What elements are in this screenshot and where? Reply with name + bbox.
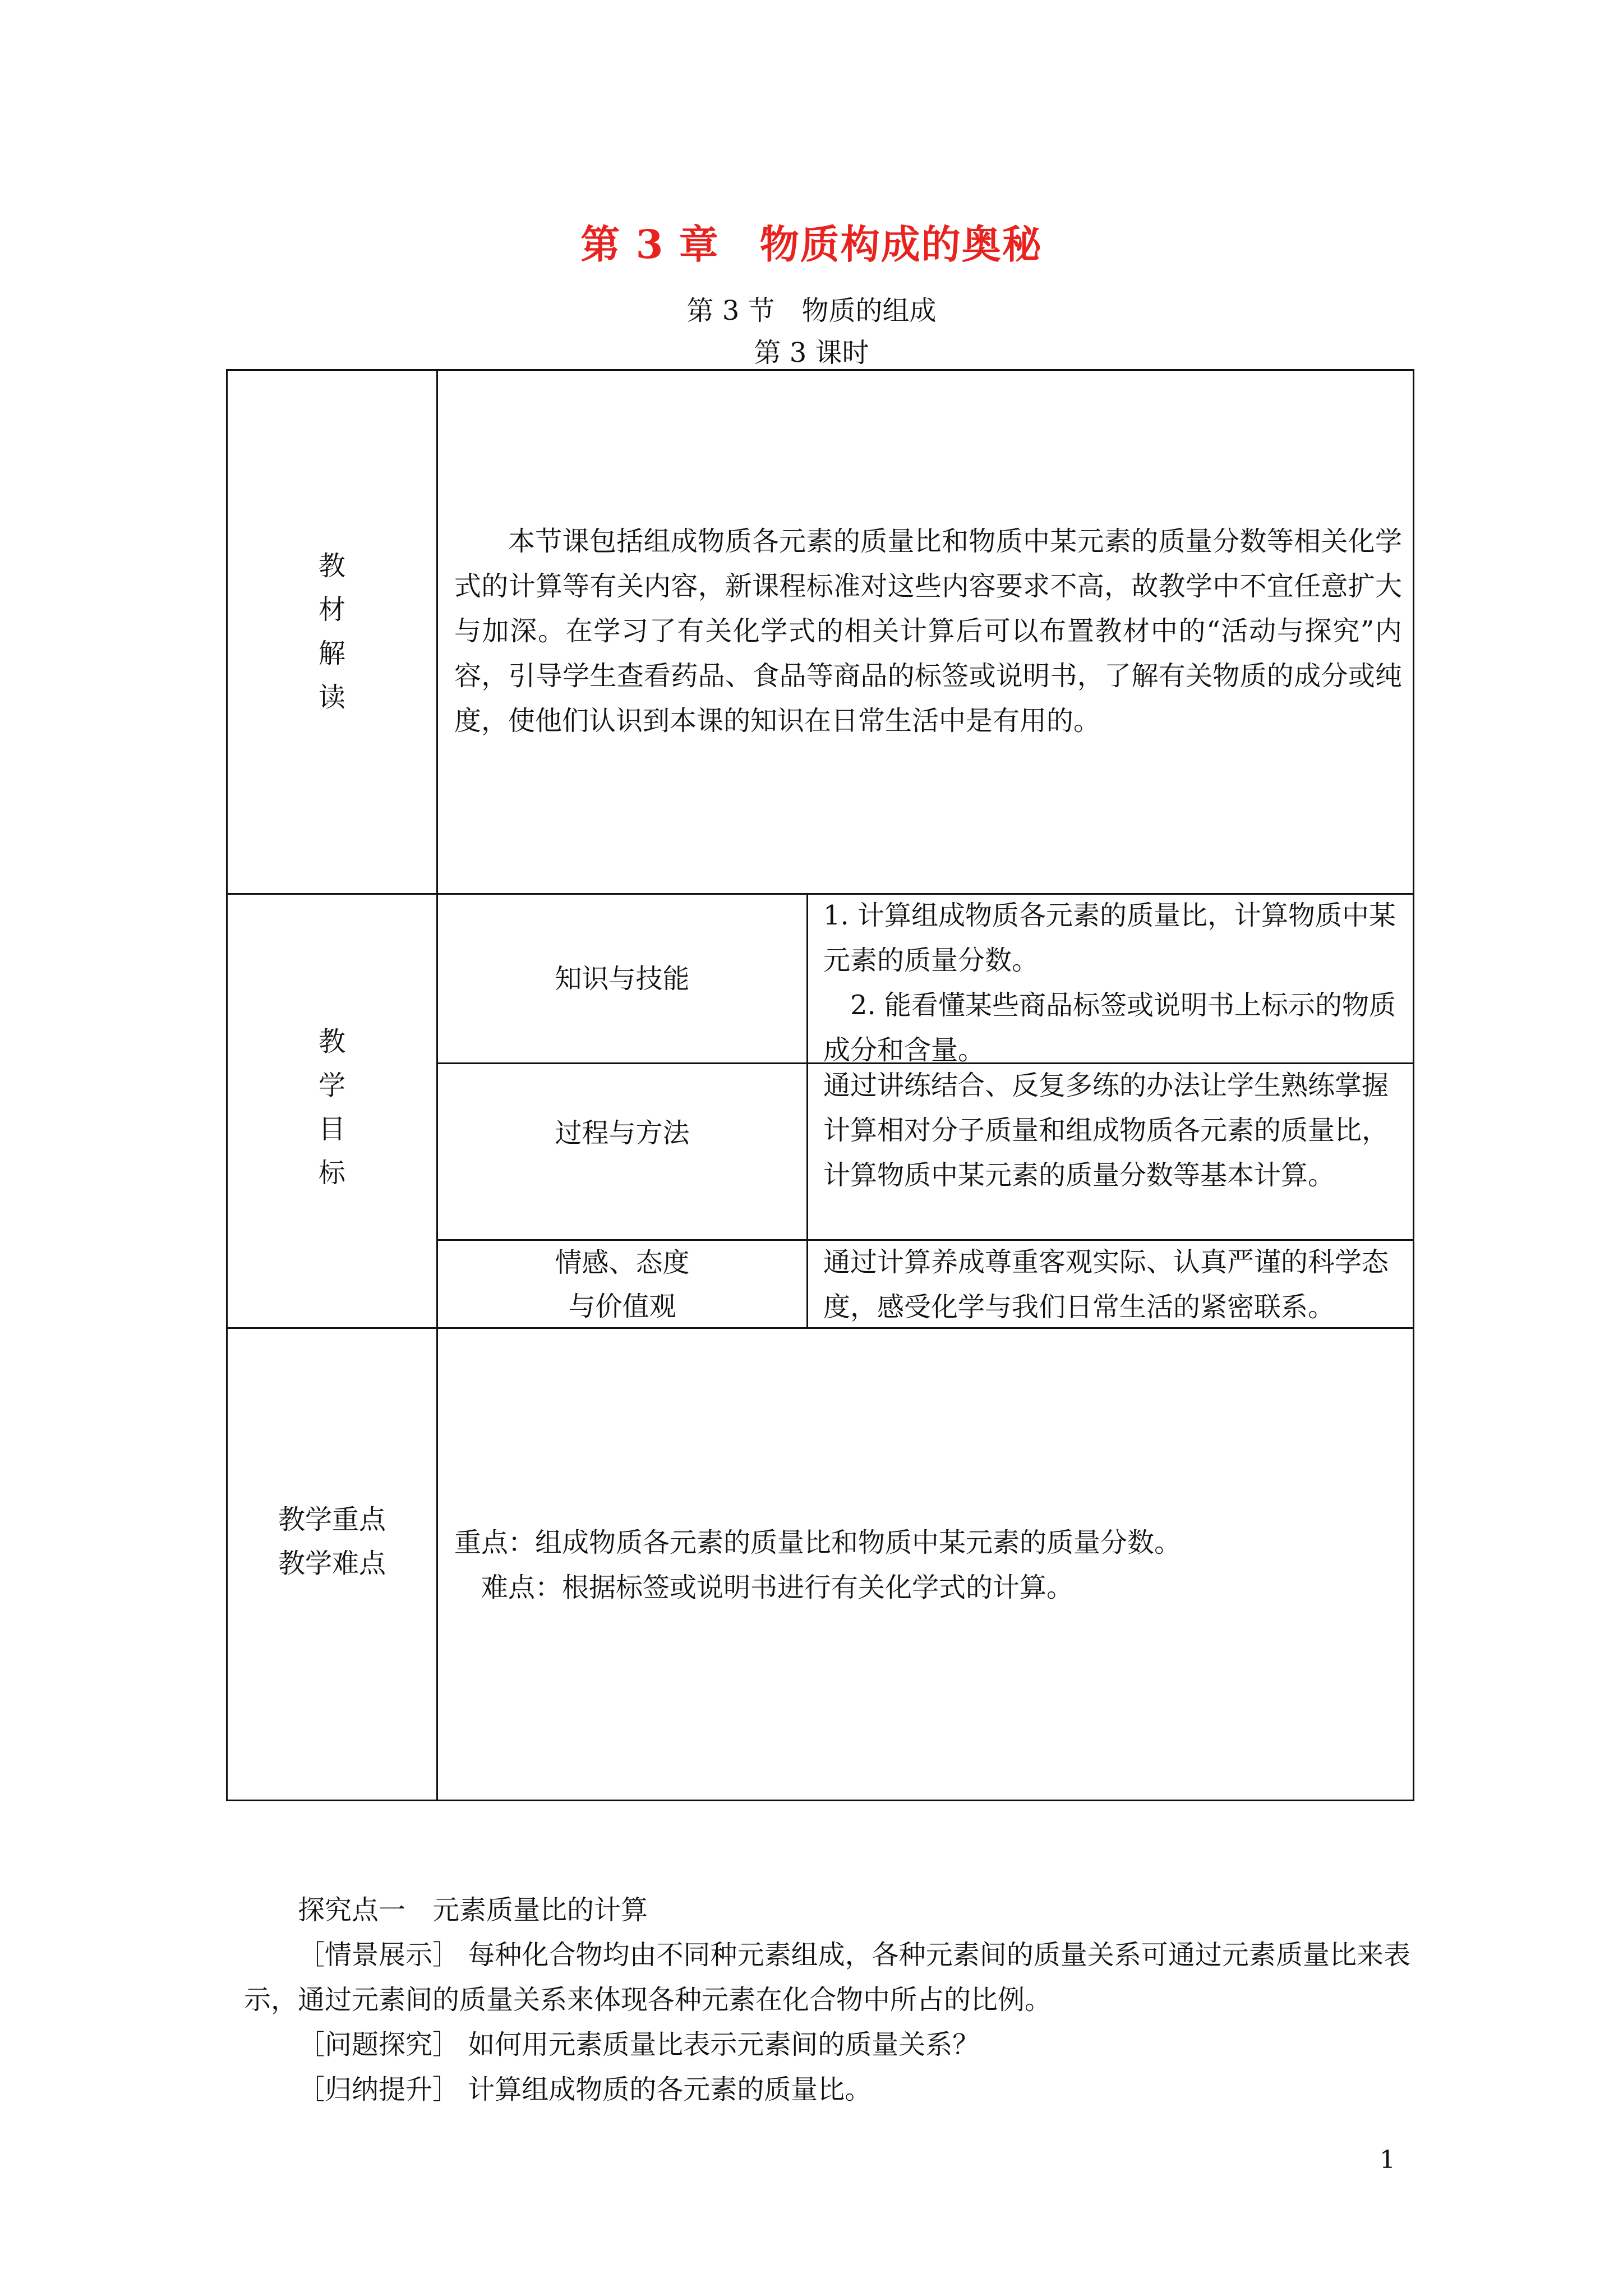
process-label: 过程与方法: [555, 1117, 690, 1149]
explore-heading: 探究点一 元素质量比的计算: [298, 1894, 648, 1926]
knowledge-line-2: 2. 能看懂某些商品标签或说明书上标示的物质成分和含量。: [823, 990, 1396, 1066]
knowledge-label: 知识与技能: [555, 963, 690, 995]
lesson-label: 第 3 课时: [754, 337, 869, 369]
summary-paragraph: ［归纳提升］ 计算组成物质的各元素的质量比。: [298, 2074, 872, 2105]
material-label: 教 材 解 读: [318, 550, 345, 713]
question-paragraph: ［问题探究］ 如何用元素质量比表示元素间的质量关系？: [298, 2029, 980, 2060]
scene-paragraph: ［情景展示］ 每种化合物均由不同种元素组成，各种元素间的质量关系可通过元素质量比来表示，通过元素间的质量关系来体现各种元素在化合物中所占的比例。: [244, 1939, 1410, 2016]
process-text: 通过讲练结合、反复多练的办法让学生熟练掌握计算相对分子质量和组成物质各元素的质量比，计算物质中某元素的质量分数等基本计算。: [823, 1070, 1389, 1191]
objectives-label: 教 学 目 标: [318, 1026, 345, 1189]
key-point: 重点：组成物质各元素的质量比和物质中某元素的质量分数。: [454, 1527, 1182, 1558]
key-points-text: [454, 1520, 1402, 1610]
section-title: 第 3 节 物质的组成: [686, 295, 937, 326]
knowledge-line-1: 1. 计算组成物质各元素的质量比，计算物质中某元素的质量分数。: [823, 900, 1396, 976]
emotion-text: 通过计算养成尊重客观实际、认真严谨的科学态度，感受化学与我们日常生活的紧密联系。: [823, 1246, 1389, 1323]
knowledge-text: [823, 893, 1401, 1073]
table-divider: [806, 893, 808, 1328]
key-points-label: 教学重点 教学难点: [278, 1504, 386, 1579]
material-text: 本节课包括组成物质各元素的质量比和物质中某元素的质量分数等相关化学式的计算等有关内容，新课程标准对这些内容要求不高，故教学中不宜任意扩大与加深。在学习了有关化学式的相关计算后可以布置教材中的“活动与探究”内容，引导学生查看药品、食品等商品的标签或说明书，了解有关物质的成分或纯度，使他们认识到本课的知识在日常生活中是有用的。: [454, 526, 1402, 737]
emotion-label: 情感、态度 与价值观: [555, 1247, 690, 1322]
difficulty-point: 难点：根据标签或说明书进行有关化学式的计算。: [481, 1572, 1074, 1603]
body-content: [244, 1888, 1410, 2112]
chapter-title: 第 3 章 物质构成的奥秘: [580, 221, 1043, 268]
page-number: 1: [1380, 2146, 1395, 2174]
